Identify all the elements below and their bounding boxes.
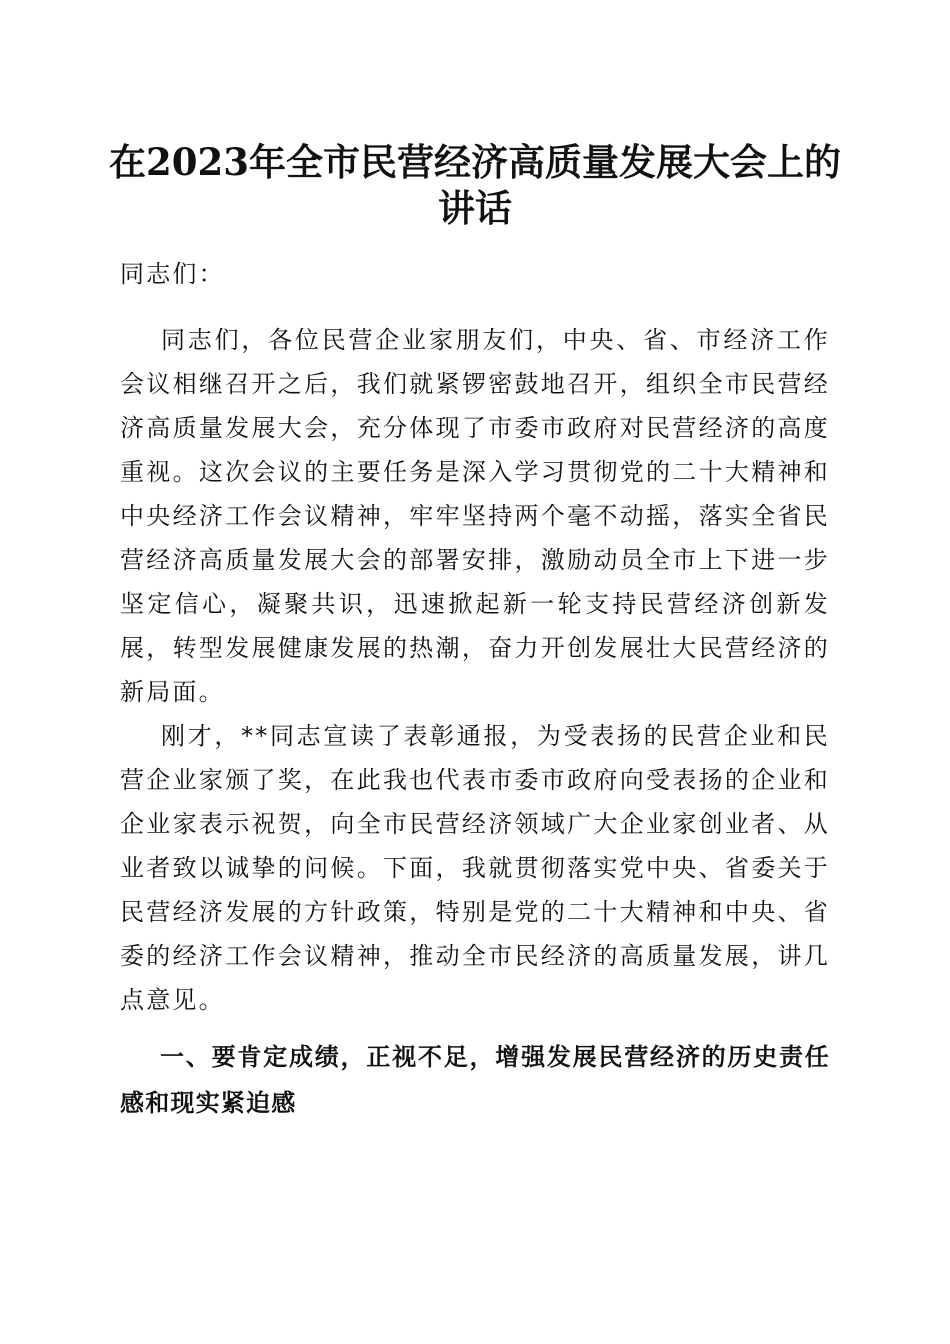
section-heading-1: 一、要肯定成绩，正视不足，增强发展民营经济的历史责任感和现实紧迫感 bbox=[120, 1043, 830, 1117]
document-title-line-1: 在2023年全市民营经济高质量发展大会上的 bbox=[109, 140, 841, 184]
document-title-line-2: 讲话 bbox=[438, 186, 512, 230]
paragraph-commendation: 刚才，**同志宣读了表彰通报，为受表扬的民营企业和民营企业家颁了奖，在此我也代表市委市政府向受表扬的企业和企业家表示祝贺，向全市民营经济领域广大企业家创业者、从业者致以诚挚的问候。下面，我就贯彻落实党中央、省委关于民营经济发展的方针政策，特别是党的二十大精神和中央、省委的经济工作会议精神，推动全市民经济的高质量发展，讲几点意见。 bbox=[120, 722, 830, 1014]
paragraph-opening: 同志们，各位民营企业家朋友们，中央、省、市经济工作会议相继召开之后，我们就紧锣密鼓地召开，组织全市民营经济高质量发展大会，充分体现了市委市政府对民营经济的高度重视。这次会议的主要任务是深入学习贯彻党的二十大精神和中央经济工作会议精神，牢牢坚持两个毫不动摇，落实全省民营经济高质量发展大会的部署安排，激励动员全市上下进一步坚定信心，凝聚共识，迅速掀起新一轮支持民营经济创新发展，转型发展健康发展的热潮，奋力开创发展壮大民营经济的新局面。 bbox=[120, 326, 830, 706]
salutation: 同志们： bbox=[120, 260, 225, 288]
